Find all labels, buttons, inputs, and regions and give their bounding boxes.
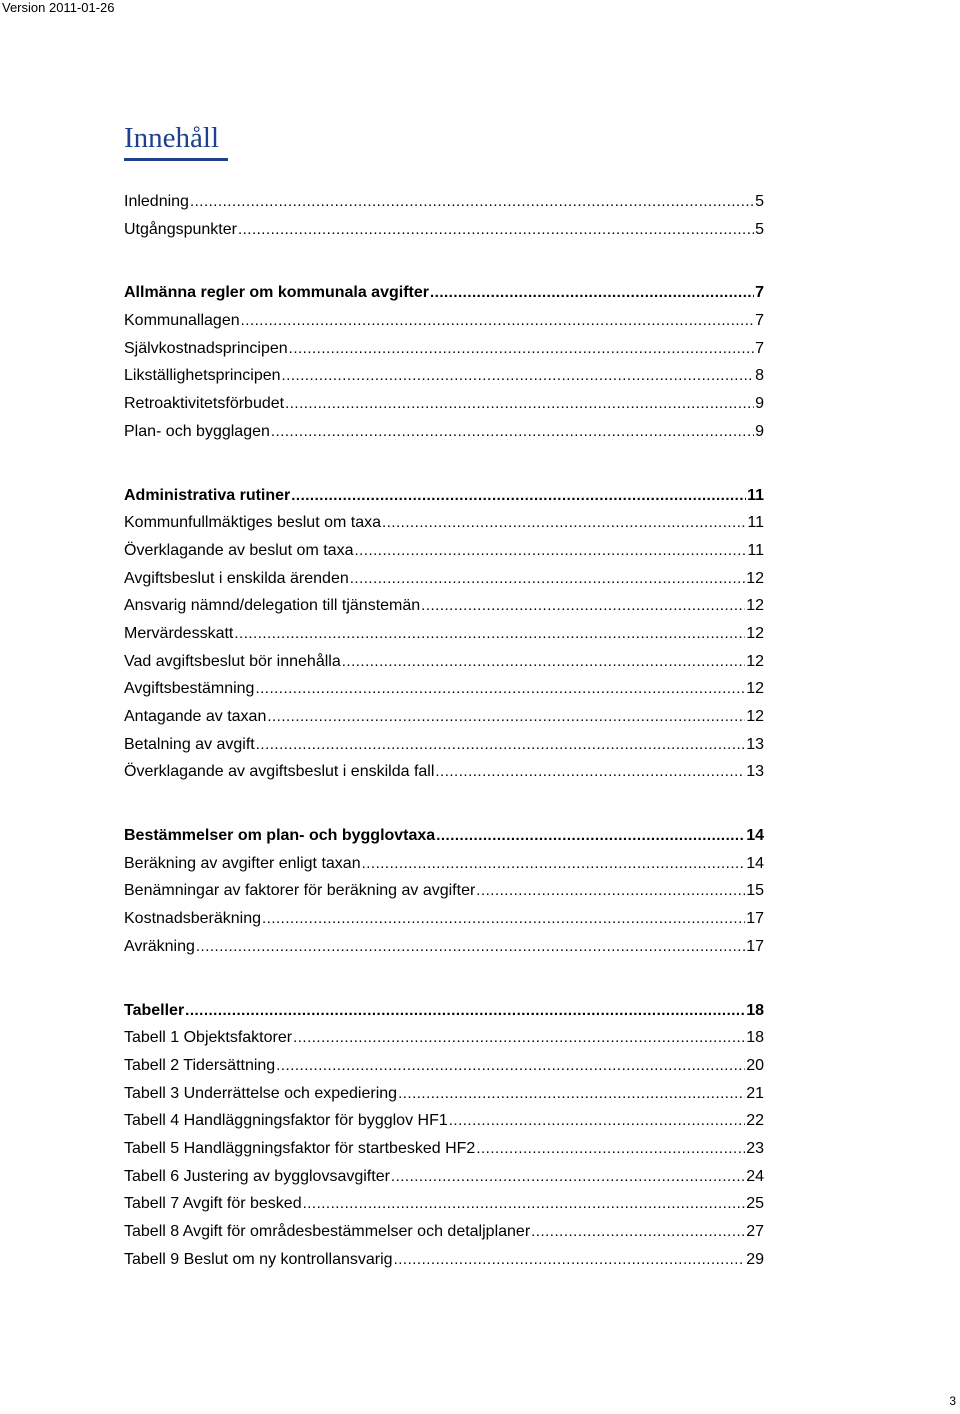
toc-entry-label: Benämningar av faktorer för beräkning av avgifter [124,882,476,900]
toc-dot-leader [271,418,754,446]
toc-dot-leader [267,703,745,731]
toc-entry-label: Ansvarig nämnd/delegation till tjänstemän [124,597,421,615]
toc-entry-label: Likställighetsprincipen [124,367,281,385]
toc-entry[interactable] [124,758,764,786]
toc-entry[interactable] [124,1107,764,1135]
toc-entry[interactable] [124,648,764,676]
toc-entry[interactable] [124,1190,764,1218]
toc-dot-leader [391,1163,745,1191]
toc-entry-label: Tabell 9 Beslut om ny kontrollansvarig [124,1250,393,1268]
toc-entry-label: Tabell 1 Objektsfaktorer [124,1029,293,1047]
toc-entry-page: 9 [755,422,764,440]
toc-entry-page: 12 [746,652,764,670]
toc-entry-label: Tabell 2 Tidersättning [124,1056,276,1074]
toc-heading-entry[interactable] [124,997,764,1025]
toc-dot-leader [289,335,754,363]
toc-entry-label: Administrativa rutiner [124,486,291,504]
toc-dot-leader [531,1218,745,1246]
toc-entry[interactable] [124,703,764,731]
toc-entry-page: 7 [755,339,764,357]
toc-entry[interactable] [124,1218,764,1246]
toc-entry[interactable] [124,675,764,703]
toc-entry-page: 7 [755,312,764,330]
toc-entry-label: Avgiftsbestämning [124,680,255,698]
toc-dot-leader [430,279,754,307]
toc-group [124,997,764,1274]
toc-group [124,279,764,445]
toc-entry[interactable] [124,1024,764,1052]
page-number: 3 [949,1394,956,1408]
toc-entry[interactable] [124,1135,764,1163]
toc-entry[interactable] [124,1163,764,1191]
toc-heading-entry[interactable] [124,482,764,510]
toc-entry[interactable] [124,362,764,390]
toc-entry-page: 5 [755,193,764,210]
toc-dot-leader [476,877,745,905]
toc-dot-leader [282,362,755,390]
toc-entry-page: 18 [746,1001,764,1019]
toc-entry-label: Tabell 5 Handläggningsfaktor för startbesked HF2 [124,1139,476,1157]
toc-entry-page: 13 [746,735,764,753]
toc-entry-page: 17 [746,937,764,955]
toc-entry-label: Utgångspunkter [124,220,237,238]
toc-entry-page: 9 [755,395,764,413]
toc-entry-label: Vad avgiftsbeslut bör innehålla [124,652,341,670]
toc-dot-leader [190,188,754,216]
toc-dot-leader [382,509,746,537]
toc-entry-page: 27 [746,1223,764,1240]
toc-dot-leader [303,1190,746,1218]
toc-dot-leader [238,216,754,244]
toc-entry-page: 22 [746,1112,764,1130]
toc-entry-page: 12 [746,680,764,698]
toc-entry[interactable] [124,1246,764,1274]
toc-entry-label: Mervärdesskatt [124,624,234,642]
toc-dot-leader [262,905,745,933]
toc-dot-leader [185,997,745,1025]
toc-dot-leader [234,620,745,648]
toc-dot-leader [436,822,745,850]
toc-entry-label: Tabell 8 Avgift för områdesbestämmelser och detaljplaner [124,1223,531,1240]
toc-dot-leader [449,1107,745,1135]
toc-entry-label: Självkostnadsprincipen [124,339,288,357]
toc-entry-page: 11 [747,514,764,532]
toc-entry-label: Beräkning av avgifter enligt taxan [124,854,361,872]
toc-entry-label: Tabell 3 Underrättelse och expediering [124,1084,398,1102]
toc-entry[interactable] [124,418,764,446]
toc-dot-leader [435,758,745,786]
toc-dot-leader [354,537,746,565]
toc-entry-label: Plan- och bygglagen [124,422,270,440]
toc-entry-page: 12 [746,569,764,587]
toc-heading-entry[interactable] [124,279,764,307]
toc-entry-label: Kommunfullmäktiges beslut om taxa [124,514,381,532]
toc-entry[interactable] [124,850,764,878]
toc-entry[interactable] [124,1052,764,1080]
toc-entry[interactable] [124,877,764,905]
toc-entry-label: Retroaktivitetsförbudet [124,395,285,413]
table-of-contents [124,188,764,1273]
toc-dot-leader [293,1024,745,1052]
toc-entry[interactable] [124,537,764,565]
toc-entry-page: 12 [746,708,764,725]
toc-entry-page: 17 [746,910,764,928]
toc-dot-leader [350,565,745,593]
page-title: Innehåll [124,122,220,154]
toc-dot-leader [342,648,745,676]
toc-entry-page: 15 [746,882,764,900]
version-label: Version 2011-01-26 [2,0,115,15]
toc-entry-label: Antagande av taxan [124,708,267,725]
toc-entry-page: 11 [747,541,764,559]
toc-entry-page: 23 [746,1139,764,1157]
toc-entry[interactable] [124,509,764,537]
toc-entry-label: Allmänna regler om kommunala avgifter [124,284,429,302]
toc-entry[interactable] [124,592,764,620]
toc-group [124,188,764,243]
toc-heading-entry[interactable] [124,822,764,850]
toc-entry-page: 5 [755,220,764,238]
toc-entry[interactable] [124,188,764,216]
toc-entry-label: Kostnadsberäkning [124,910,261,928]
toc-entry-page: 12 [746,624,764,642]
toc-entry-page: 11 [747,486,764,504]
toc-entry-page: 14 [746,827,764,845]
toc-entry[interactable] [124,905,764,933]
toc-entry-page: 14 [746,854,764,872]
toc-group [124,482,764,787]
title-underline [124,158,228,161]
toc-entry[interactable] [124,933,764,961]
toc-entry[interactable] [124,216,764,244]
toc-entry-label: Tabell 4 Handläggningsfaktor för bygglov HF1 [124,1112,448,1130]
toc-entry-page: 12 [746,597,764,615]
toc-dot-leader [421,592,745,620]
toc-entry-page: 18 [746,1029,764,1047]
toc-dot-leader [362,850,746,878]
toc-entry-label: Avgiftsbeslut i enskilda ärenden [124,569,349,587]
toc-entry-label: Avräkning [124,937,195,955]
toc-dot-leader [276,1052,745,1080]
toc-entry-label: Betalning av avgift [124,735,255,753]
toc-entry-page: 20 [746,1056,764,1074]
toc-group [124,822,764,960]
toc-entry[interactable] [124,620,764,648]
toc-dot-leader [255,675,745,703]
toc-entry-label: Tabell 6 Justering av bygglovsavgifter [124,1167,390,1185]
toc-entry[interactable] [124,565,764,593]
toc-entry-page: 24 [746,1167,764,1185]
toc-entry-label: Tabeller [124,1001,185,1019]
toc-dot-leader [241,307,754,335]
toc-entry-page: 25 [746,1195,764,1213]
toc-entry-label: Överklagande av avgiftsbeslut i enskilda fall [124,763,435,781]
toc-entry[interactable] [124,731,764,759]
toc-entry[interactable] [124,390,764,418]
toc-entry-page: 7 [755,284,764,302]
toc-dot-leader [256,731,745,759]
toc-entry-label: Överklagande av beslut om taxa [124,541,354,559]
toc-dot-leader [285,390,754,418]
toc-dot-leader [196,933,745,961]
toc-entry-page: 8 [755,367,764,385]
toc-entry[interactable] [124,307,764,335]
toc-entry-page: 13 [746,763,764,781]
toc-entry-label: Kommunallagen [124,312,240,330]
toc-entry[interactable] [124,335,764,363]
toc-dot-leader [476,1135,745,1163]
toc-dot-leader [291,482,746,510]
toc-dot-leader [394,1246,746,1274]
toc-entry-page: 29 [746,1250,764,1268]
toc-entry-label: Inledning [124,193,189,210]
toc-entry-label: Tabell 7 Avgift för besked [124,1195,302,1213]
toc-dot-leader [398,1080,745,1108]
toc-entry-page: 21 [746,1084,764,1102]
toc-entry[interactable] [124,1080,764,1108]
toc-entry-label: Bestämmelser om plan- och bygglovtaxa [124,827,436,845]
